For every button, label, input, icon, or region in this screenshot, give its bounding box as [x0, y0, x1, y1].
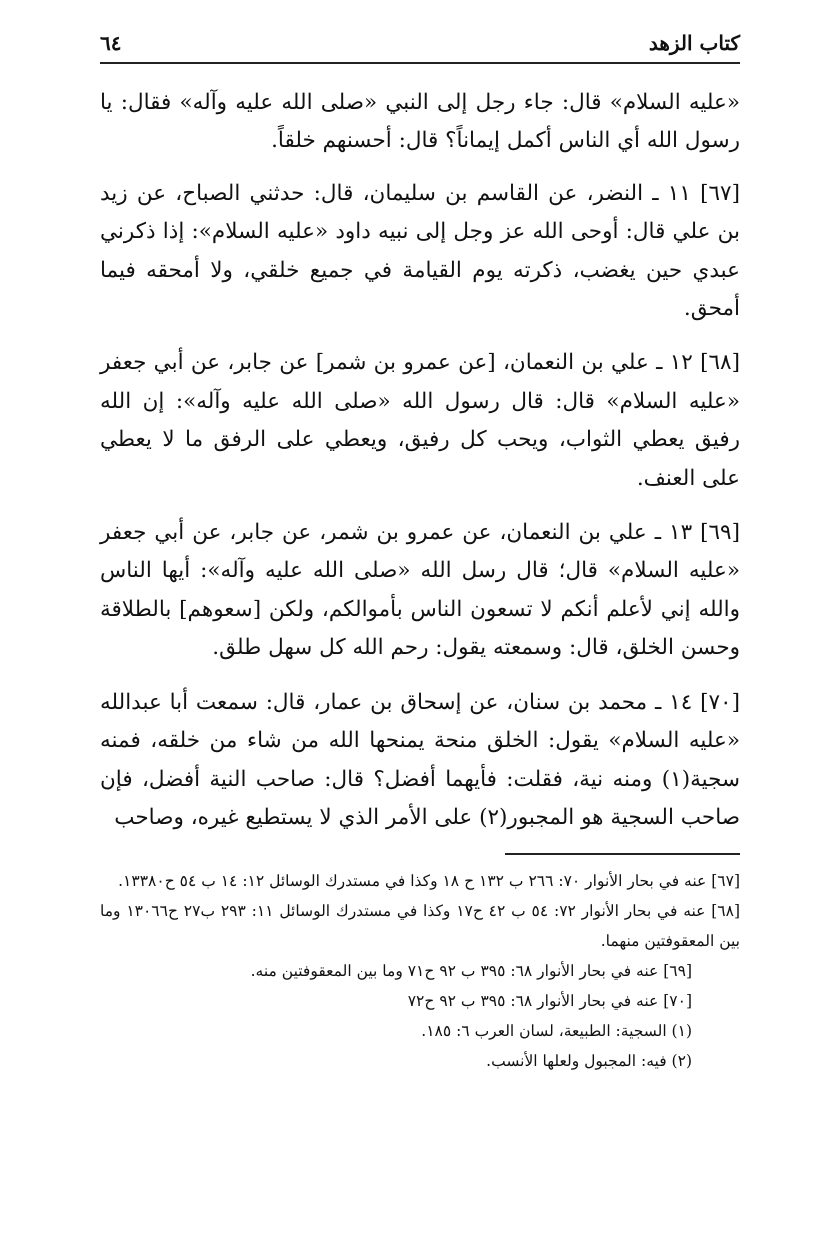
hadith-68: [٦٨] ١٢ ـ علي بن النعمان، [عن عمرو بن شمر] عن جابر، عن أبي جعفر «عليه السلام» قال: قال رسول الله «صلى الله عليه وآله»: إن الله رفيق يعطي الثواب، ويحب كل رفيق، ويعطي على الرفق ما لا يعطي على العنف. [100, 350, 740, 491]
hadith-69: [٦٩] ١٣ ـ علي بن النعمان، عن عمرو بن شمر، عن جابر، عن أبي جعفر «عليه السلام» قال؛ قال رسل الله «صلى الله عليه وآله»: أيها الناس والله إني لأعلم أنكم لا تسعون الناس بأموالكم، ولكن [سعوهم] بالطلاقة وحسن الخلق، قال: وسمعته يقول: رحم الله كل سهل طلق. [100, 520, 740, 661]
footnote-separator [505, 853, 740, 855]
page-number: ٦٤ [100, 31, 122, 55]
paragraph-continuation: «عليه السلام» قال: جاء رجل إلى النبي «صلى الله عليه وآله» فقال: يا رسول الله أي الناس أكمل إيماناً؟ قال: أحسنهم خلقاً. [100, 90, 740, 154]
footnote-70: [٧٠] عنه في بحار الأنوار ٦٨: ٣٩٥ ب ٩٢ ح٧٢ [407, 992, 692, 1010]
header-rule [100, 62, 740, 64]
footnotes [100, 866, 740, 1076]
footnote-69: [٦٩] عنه في بحار الأنوار ٦٨: ٣٩٥ ب ٩٢ ح٧١ وما بين المعقوفتين منه. [250, 962, 692, 980]
footnote-note-1: (١) السجية: الطبيعة، لسان العرب ٦: ١٨٥. [421, 1022, 692, 1040]
footnote-68: [٦٨] عنه في بحار الأنوار ٧٢: ٥٤ ب ٤٢ ح١٧ وكذا في مستدرك الوسائل ١١: ٢٩٣ ب٢٧ ح١٣٠٦٦ وما بين المعقوفتين منهما. [100, 902, 740, 950]
page-header [100, 26, 740, 60]
hadith-67: [٦٧] ١١ ـ النضر، عن القاسم بن سليمان، قال: حدثني الصباح، عن زيد بن علي قال: أوحى الله عز وجل إلى نبيه داود «عليه السلام»: إذا ذكرني عبدي حين يغضب، ذكرته يوم القيامة في جميع خلقي، ولا أمحقه فيما أمحق. [100, 180, 740, 322]
main-text [100, 84, 740, 853]
footnote-note-2: (٢) فيه: المجبول ولعلها الأنسب. [486, 1052, 692, 1070]
footnote-67: [٦٧] عنه في بحار الأنوار ٧٠: ٢٦٦ ب ١٣٢ ح ١٨ وكذا في مستدرك الوسائل ١٢: ١٤ ب ٥٤ ح١٣٣٨٠. [118, 872, 740, 890]
hadith-70: [٧٠] ١٤ ـ محمد بن سنان، عن إسحاق بن عمار، قال: سمعت أبا عبدالله «عليه السلام» يقول: الخلق منحة يمنحها الله من شاء من خلقه، فمنه سجية(١) ومنه نية، فقلت: فأيهما أفضل؟ قال: صاحب النية أفضل، فإن صاحب السجية هو المجبور(٢) على الأمر الذي لا يستطيع غيره، وصاحب [100, 689, 740, 830]
running-title: كتاب الزهد [648, 31, 740, 55]
